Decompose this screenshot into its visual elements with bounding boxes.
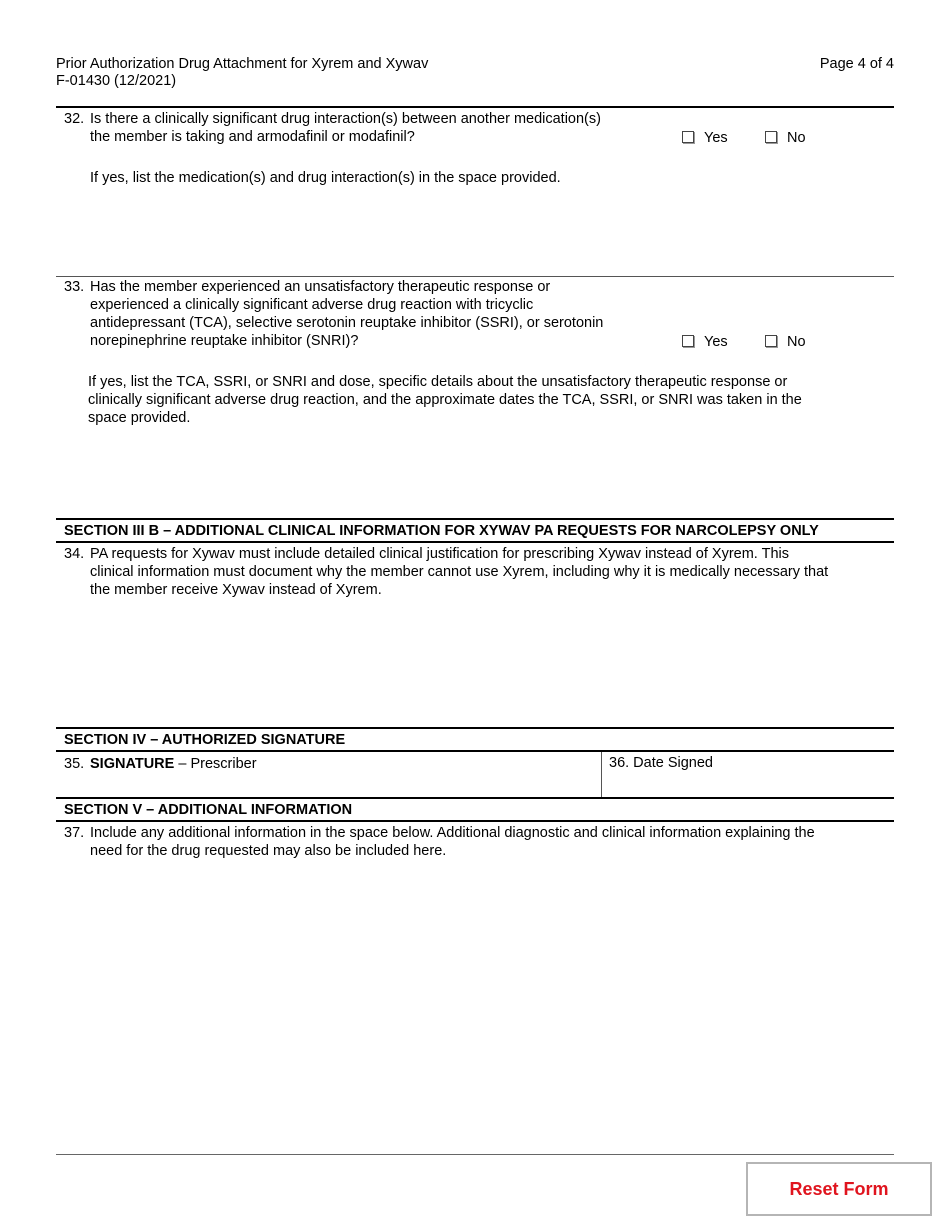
reset-form-button[interactable]: Reset Form <box>746 1162 932 1216</box>
question-34: 34. PA requests for Xywav must include detailed clinical justification for prescribing Xywav instead of Xyrem. This clinical information must document why the member cannot use Xyrem, including why it is medically necessary that the member receive Xywav instead of Xyrem. <box>64 546 829 598</box>
form-title: Prior Authorization Drug Attachment for Xyrem and Xywav <box>56 56 429 72</box>
divider <box>56 106 894 108</box>
checkbox-icon[interactable] <box>765 335 777 347</box>
divider <box>56 820 894 822</box>
checkbox-icon[interactable] <box>682 335 694 347</box>
q33-yes-option[interactable]: Yes <box>682 334 728 350</box>
divider <box>56 1154 894 1155</box>
field-divider <box>601 752 602 798</box>
question-37: 37. Include any additional information in the space below. Additional diagnostic and clinical information explaining the need for the drug requested may also be included here. <box>64 825 815 859</box>
section-4-title: SECTION IV – AUTHORIZED SIGNATURE <box>64 732 346 748</box>
divider <box>56 541 894 543</box>
checkbox-icon[interactable] <box>765 131 777 143</box>
section-3b-title: SECTION III B – ADDITIONAL CLINICAL INFORMATION FOR XYWAV PA REQUESTS FOR NARCOLEPSY ONLY <box>64 523 819 539</box>
question-33: 33. Has the member experienced an unsatisfactory therapeutic response or experienced a clinically significant adverse drug reaction with tricyclic antidepressant (TCA), selective serotonin reuptake inhibitor (SSRI), or serotonin norepinephrine reuptake inhibitor (SNRI)? <box>64 279 604 349</box>
section-5-title: SECTION V – ADDITIONAL INFORMATION <box>64 802 353 818</box>
q33-note: If yes, list the TCA, SSRI, or SNRI and dose, specific details about the unsatisfactory therapeutic response or clinically significant adverse drug reaction, and the approximate dates the TCA, SSRI, or SNRI was taken in the space provided. <box>88 374 802 426</box>
page-number: Page 4 of 4 <box>819 56 894 72</box>
form-id: F-01430 (12/2021) <box>56 73 177 89</box>
q32-note: If yes, list the medication(s) and drug interaction(s) in the space provided. <box>90 170 561 186</box>
q34-answer-area[interactable] <box>90 604 890 722</box>
divider <box>56 750 894 752</box>
q32-answer-area[interactable] <box>90 192 890 270</box>
q32-yes-option[interactable]: Yes <box>682 130 728 146</box>
q32-no-option[interactable]: No <box>765 130 806 146</box>
divider <box>56 518 894 520</box>
question-32: 32. Is there a clinically significant drug interaction(s) between another medication(s) the member is taking and armodafinil or modafinil? <box>64 111 601 145</box>
q33-answer-area[interactable] <box>88 430 888 515</box>
signature-field[interactable]: 35. SIGNATURE – Prescriber <box>64 756 257 772</box>
divider <box>56 727 894 729</box>
form-header <box>56 56 428 90</box>
q33-no-option[interactable]: No <box>765 334 806 350</box>
q37-answer-area[interactable] <box>90 866 890 1146</box>
divider <box>56 797 894 799</box>
checkbox-icon[interactable] <box>682 131 694 143</box>
divider <box>56 276 894 277</box>
date-signed-field[interactable]: 36. Date Signed <box>609 755 713 771</box>
